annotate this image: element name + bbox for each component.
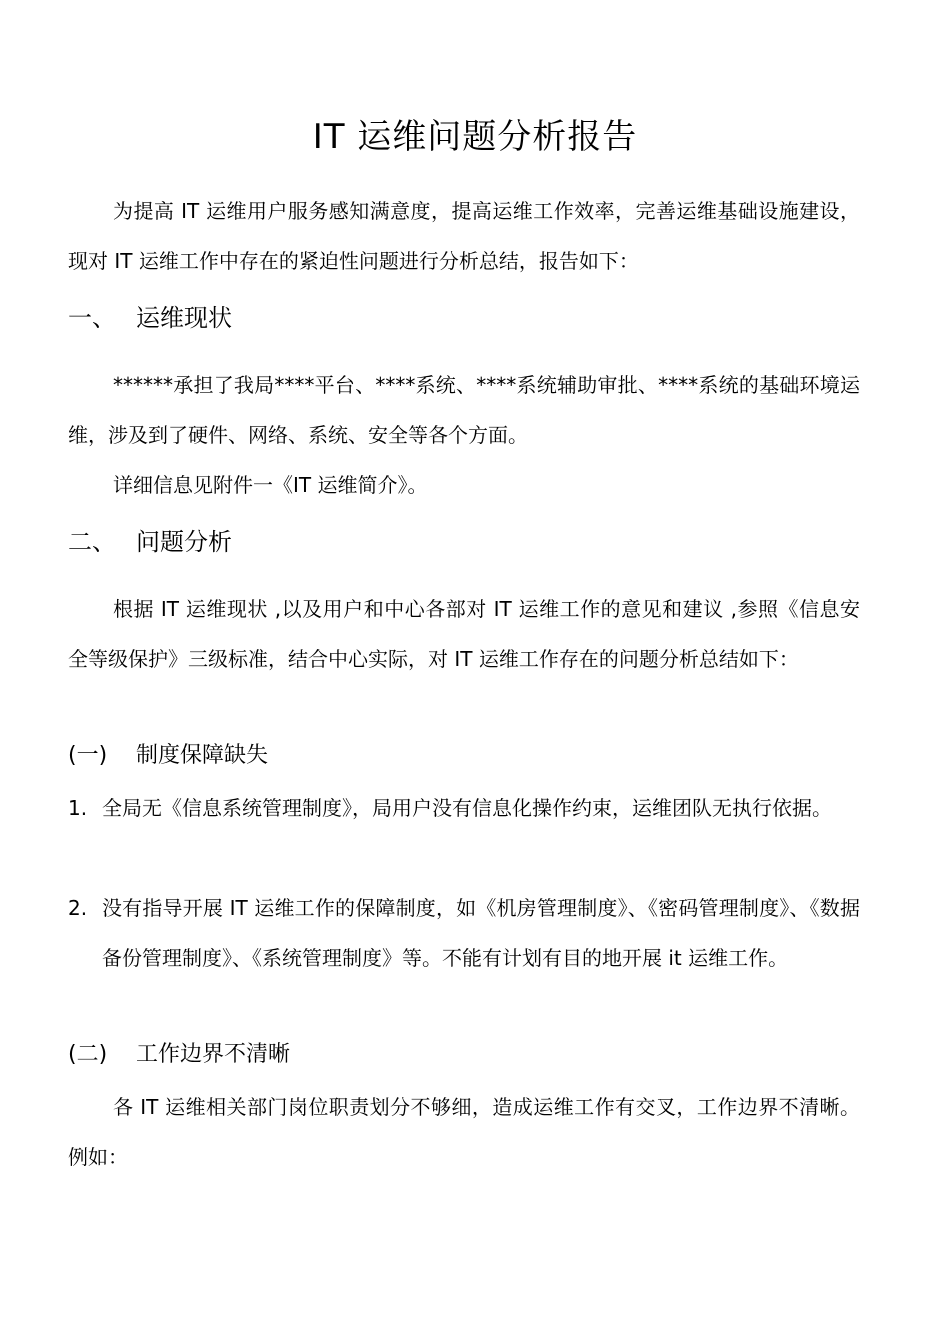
- section2-paragraph-1: 根据 IT 运维现状 ,以及用户和中心各部对 IT 运维工作的意见和建议 ,参照《信息安全等级保护》三级标准，结合中心实际，对 IT 运维工作存在的问题分析总结如下：: [68, 597, 860, 671]
- section1-title: 运维现状: [136, 304, 232, 332]
- section2-heading: [68, 522, 232, 562]
- list-item-number: 2.: [68, 896, 88, 920]
- list-item-number: 1.: [68, 796, 88, 820]
- subsection2-heading: [68, 1035, 290, 1075]
- subsection1-number: (一): [68, 743, 108, 768]
- subsection2-paragraph-1: 各 IT 运维相关部门岗位职责划分不够细，造成运维工作有交叉，工作边界不清晰。例如：: [68, 1095, 860, 1169]
- document-title: IT 运维问题分析报告: [312, 117, 638, 157]
- section1-heading: [68, 298, 232, 338]
- subsection1-title: 制度保障缺失: [136, 743, 269, 768]
- subsection1-heading: [68, 736, 268, 776]
- list-item-text: 没有指导开展 IT 运维工作的保障制度，如《机房管理制度》、《密码管理制度》、《数据备份管理制度》、《系统管理制度》等。不能有计划有目的地开展 it 运维工作。: [102, 896, 860, 970]
- section2-number: 二、: [68, 528, 116, 556]
- section2-title: 问题分析: [136, 528, 232, 556]
- section1-number: 一、: [68, 304, 116, 332]
- subsection2-number: (二): [68, 1042, 108, 1067]
- list-item: [68, 783, 860, 833]
- section1-paragraph-1: ******承担了我局****平台、****系统、****系统辅助审批、****系统的基础环境运维，涉及到了硬件、网络、系统、安全等各个方面。: [68, 373, 860, 447]
- list-item: [68, 883, 860, 983]
- subsection2-title: 工作边界不清晰: [136, 1042, 291, 1067]
- section1-paragraph-2: 详细信息见附件一《IT 运维简介》。: [113, 473, 428, 497]
- list-item-text: 全局无《信息系统管理制度》，局用户没有信息化操作约束，运维团队无执行依据。: [102, 796, 832, 820]
- intro-paragraph: 为提高 IT 运维用户服务感知满意度，提高运维工作效率，完善运维基础设施建设，现对 IT 运维工作中存在的紧迫性问题进行分析总结，报告如下：: [68, 199, 860, 273]
